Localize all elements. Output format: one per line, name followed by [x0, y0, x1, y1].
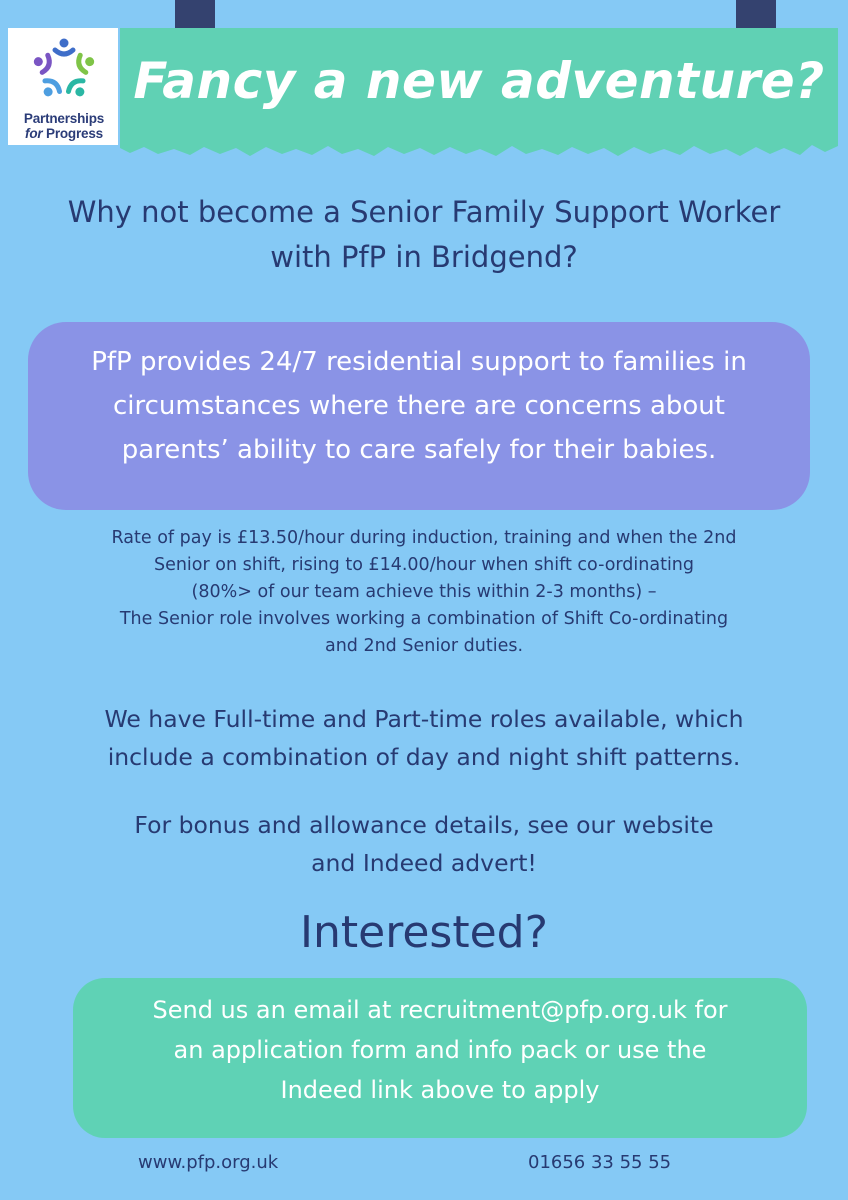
contact-line-1: Send us an email at recruitment@pfp.org.uk for — [152, 996, 728, 1024]
pay-details — [0, 525, 848, 660]
logo-wordmark — [12, 111, 116, 141]
intro-text — [28, 340, 810, 472]
bonus-line-2: and Indeed advert! — [311, 849, 537, 877]
pay-line-2: Senior on shift, rising to £14.00/hour when shift co-ordinating — [153, 555, 695, 575]
contact-line-3: Indeed link above to apply — [280, 1076, 600, 1104]
interested-heading: Interested? — [300, 907, 548, 958]
roles-line-1: We have Full-time and Part-time roles available, which — [104, 705, 744, 733]
roles-line-2: include a combination of day and night shift patterns. — [107, 743, 741, 771]
pay-line-3: (80%> of our team achieve this within 2-3 months) – — [191, 582, 657, 602]
pfp-people-circle-icon — [30, 36, 98, 104]
page-subheading — [0, 190, 848, 280]
pay-line-4: The Senior role involves working a combination of Shift Co-ordinating — [119, 609, 729, 629]
logo — [8, 28, 118, 145]
bonus-line-1: For bonus and allowance details, see our website — [134, 811, 714, 839]
banner-title: Fancy a new adventure? — [133, 52, 825, 110]
logo-line-2-rest: Progress — [46, 126, 103, 141]
subheading-line-1: Why not become a Senior Family Support Worker — [67, 195, 781, 229]
logo-line-2 — [12, 126, 116, 141]
logo-line-2-prefix: for — [25, 126, 43, 141]
contact-text — [73, 990, 807, 1110]
intro-line-3: parents’ ability to care safely for their babies. — [121, 435, 717, 465]
contact-line-2: an application form and info pack or use the — [173, 1036, 707, 1064]
pay-line-5: and 2nd Senior duties. — [324, 636, 524, 656]
intro-line-2: circumstances where there are concerns about — [113, 391, 725, 421]
subheading-line-2: with PfP in Bridgend? — [270, 240, 578, 274]
footer-website: www.pfp.org.uk — [138, 1152, 279, 1173]
roles-details — [0, 700, 848, 776]
pay-line-1: Rate of pay is £13.50/hour during induction, training and when the 2nd — [111, 528, 737, 548]
bonus-details — [0, 806, 848, 882]
footer-phone: 01656 33 55 55 — [528, 1152, 672, 1173]
intro-line-1: PfP provides 24/7 residential support to families in — [91, 347, 747, 377]
logo-line-1: Partnerships — [23, 111, 105, 126]
